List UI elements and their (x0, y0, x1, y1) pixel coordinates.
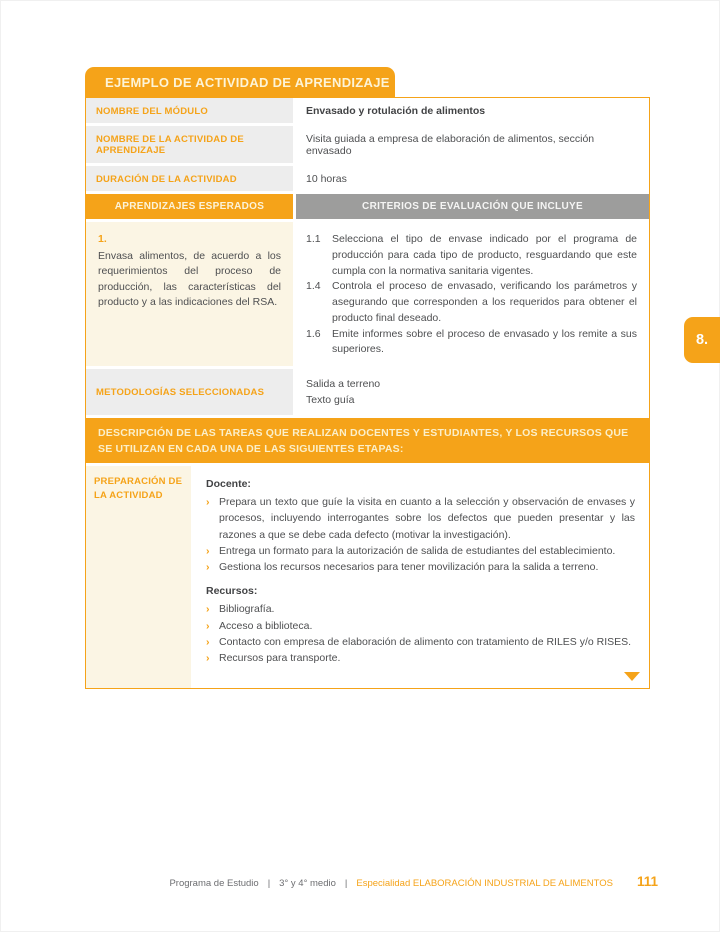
duration-label: DURACIÓN DE LA ACTIVIDAD (86, 166, 293, 191)
bullet-icon: › (206, 603, 210, 616)
page-number: 111 (636, 874, 658, 889)
bullet-icon: › (206, 544, 210, 557)
bullet-icon: › (206, 561, 210, 574)
expected-learning-header: APRENDIZAJES ESPERADOS (86, 194, 293, 219)
table-row-module-name (86, 98, 649, 123)
criteria-text: Emite informes sobre el proceso de envasado y los remite a sus superiores. (332, 327, 637, 356)
preparation-row (86, 466, 649, 688)
list-item-text: Prepara un texto que guíe la visita en cuanto a la selección y observación de envases y procesos, incluyendo interrogantes sobre los defectos que pueden presentar y las razones a que se debe cada defecto (motivar la investigación). (219, 496, 635, 541)
learning-text: Envasa alimentos, de acuerdo a los requerimientos del proceso de producción, las características del producto y a las indicaciones del RSA. (98, 250, 281, 308)
footer-program: Programa de Estudio (169, 878, 259, 889)
list-item (206, 634, 635, 650)
table-row-activity-name (86, 126, 649, 163)
bullet-icon: › (206, 635, 210, 648)
criteria-text: Selecciona el tipo de envase indicado por el programa de producción para cada tipo de producto, resguardando que este cumpla con la normativa sanitaria vigentes. (332, 233, 637, 277)
list-item-text: Gestiona los recursos necesarios para tener movilización para la salida a terreno. (219, 561, 599, 574)
list-item-text: Acceso a biblioteca. (219, 619, 313, 632)
learning-criteria-row (86, 222, 649, 366)
criteria-number: 1.1 (306, 233, 321, 245)
list-item (206, 559, 635, 575)
bullet-icon: › (206, 496, 210, 509)
list-item (206, 494, 635, 543)
footer-grade: 3° y 4° medio (279, 878, 336, 889)
module-name-label: NOMBRE DEL MÓDULO (86, 98, 293, 123)
footer-separator: | (267, 878, 271, 889)
page-title: EJEMPLO DE ACTIVIDAD DE APRENDIZAJE (105, 74, 390, 90)
bullet-icon: › (206, 652, 210, 665)
methodologies-values (296, 369, 649, 415)
methodologies-label: METODOLOGÍAS SELECCIONADAS (86, 369, 293, 415)
table-header-row (86, 194, 649, 219)
criteria-item (306, 232, 637, 279)
page-footer (85, 874, 658, 889)
footer-specialty: Especialidad ELABORACIÓN INDUSTRIAL DE ALIMENTOS (356, 878, 613, 889)
methodology-item: Texto guía (306, 394, 355, 407)
activity-name-label: NOMBRE DE LA ACTIVIDAD DE APRENDIZAJE (86, 126, 293, 163)
criteria-text: Controla el proceso de envasado, verificando los parámetros y asegurando que corresponden a los requeridos para obtener el producto final deseado. (332, 280, 637, 324)
list-item (206, 543, 635, 559)
preparation-content (194, 466, 649, 688)
criteria-number: 1.4 (306, 280, 321, 293)
methodology-item: Salida a terreno (306, 378, 381, 390)
chapter-tab (684, 317, 720, 363)
table-row-methodologies (86, 369, 649, 415)
activity-table (85, 97, 650, 689)
list-item (206, 650, 635, 666)
table-row-duration (86, 166, 649, 191)
list-item-text: Recursos para transporte. (219, 652, 341, 665)
list-item (206, 601, 635, 617)
criteria-item (306, 279, 637, 326)
continuation-arrow-icon (624, 672, 640, 681)
module-name-value: Envasado y rotulación de alimentos (296, 98, 649, 123)
learning-number: 1. (98, 233, 107, 245)
resources-heading: Recursos: (206, 585, 258, 598)
chapter-number: 8. (695, 332, 709, 348)
tasks-description-banner: DESCRIPCIÓN DE LAS TAREAS QUE REALIZAN DOCENTES Y ESTUDIANTES, Y LOS RECURSOS QUE SE UTILIZAN EN CADA UNA DE LAS SIGUIENTES ETAPAS: (86, 418, 649, 464)
title-tab (85, 67, 395, 97)
activity-document (85, 67, 650, 689)
criteria-cell (296, 222, 649, 366)
list-item-text: Bibliografía. (219, 603, 275, 616)
footer-separator: | (344, 878, 348, 889)
duration-value: 10 horas (296, 166, 649, 191)
list-item (206, 618, 635, 634)
teacher-heading: Docente: (206, 478, 251, 491)
expected-learning-cell (86, 222, 293, 366)
criteria-number: 1.6 (306, 327, 321, 340)
resources-block (206, 585, 635, 666)
preparation-label: PREPARACIÓN DE LA ACTIVIDAD (86, 466, 191, 688)
list-item-text: Entrega un formato para la autorización de salida de estudiantes del establecimiento. (219, 544, 616, 557)
evaluation-criteria-header: CRITERIOS DE EVALUACIÓN QUE INCLUYE (296, 194, 649, 219)
criteria-item (306, 327, 637, 359)
bullet-icon: › (206, 619, 210, 632)
list-item-text: Contacto con empresa de elaboración de alimento con tratamiento de RILES y/o RISES. (219, 635, 632, 648)
activity-name-value: Visita guiada a empresa de elaboración de alimentos, sección envasado (296, 126, 649, 163)
